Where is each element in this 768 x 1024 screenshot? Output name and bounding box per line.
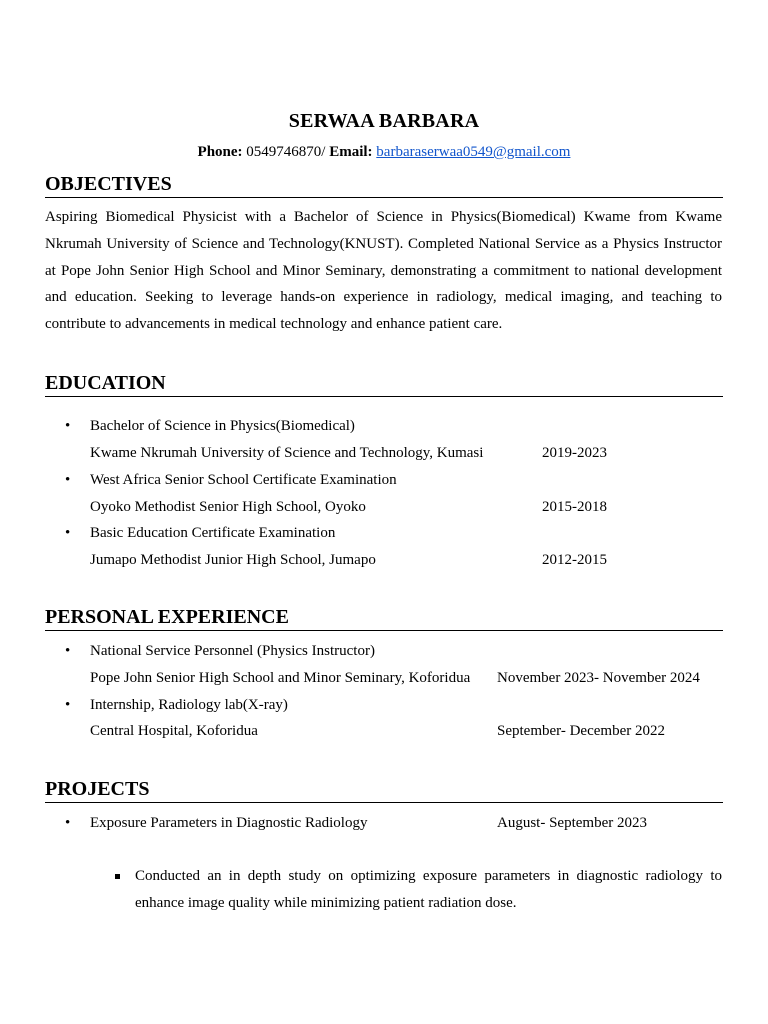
experience-title: National Service Personnel (Physics Instructor) <box>90 643 375 659</box>
education-title: Bachelor of Science in Physics(Biomedical) <box>90 418 355 434</box>
project-detail: Conducted an in depth study on optimizing exposure parameters in diagnostic radiology to enhance image quality while minimizing patient radiation dose. <box>135 868 722 911</box>
email-label: Email: <box>329 144 373 160</box>
bullet-icon: • <box>65 697 71 713</box>
email-link[interactable]: barbaraserwaa0549@gmail.com <box>376 144 571 160</box>
square-bullet-icon <box>115 874 120 879</box>
experience-heading: PERSONAL EXPERIENCE <box>45 605 723 631</box>
phone-number: 0549746870/ <box>242 144 330 160</box>
education-institution: Kwame Nkrumah University of Science and Technology, Kumasi <box>90 445 484 461</box>
bullet-icon: • <box>65 525 71 541</box>
experience-dates: November 2023- November 2024 <box>497 670 700 686</box>
bullet-icon: • <box>65 418 71 434</box>
projects-heading: PROJECTS <box>45 777 723 803</box>
education-dates: 2012-2015 <box>542 552 607 568</box>
education-institution: Oyoko Methodist Senior High School, Oyoko <box>90 499 366 515</box>
bullet-icon: • <box>65 472 71 488</box>
project-dates: August- September 2023 <box>497 815 647 831</box>
phone-label: Phone: <box>197 144 243 160</box>
education-heading: EDUCATION <box>45 371 723 397</box>
education-title: Basic Education Certificate Examination <box>90 525 336 541</box>
education-title: West Africa Senior School Certificate Examination <box>90 472 397 488</box>
education-dates: 2019-2023 <box>542 445 607 461</box>
experience-place: Pope John Senior High School and Minor Seminary, Koforidua <box>90 670 471 686</box>
education-dates: 2015-2018 <box>542 499 607 515</box>
contact-line <box>0 144 768 161</box>
objectives-text: Aspiring Biomedical Physicist with a Bachelor of Science in Physics(Biomedical) Kwame from Kwame Nkrumah University of Science and Technology(KNUST). Completed National Service as a Physics Instructor at Pope John Senior High School and Minor Seminary, demonstrating a commitment to national development and education. Seeking to leverage hands-on experience in radiology, medical imaging, and teaching to contribute to advancements in medical technology and enhance patient care. <box>45 209 722 333</box>
bullet-icon: • <box>65 643 71 659</box>
education-institution: Jumapo Methodist Junior High School, Jumapo <box>90 552 376 568</box>
experience-dates: September- December 2022 <box>497 723 665 739</box>
objectives-heading: OBJECTIVES <box>45 172 723 198</box>
project-title: Exposure Parameters in Diagnostic Radiology <box>90 815 368 831</box>
bullet-icon: • <box>65 815 71 831</box>
experience-place: Central Hospital, Koforidua <box>90 723 258 739</box>
experience-title: Internship, Radiology lab(X-ray) <box>90 697 288 713</box>
candidate-name: SERWAA BARBARA <box>288 110 480 132</box>
